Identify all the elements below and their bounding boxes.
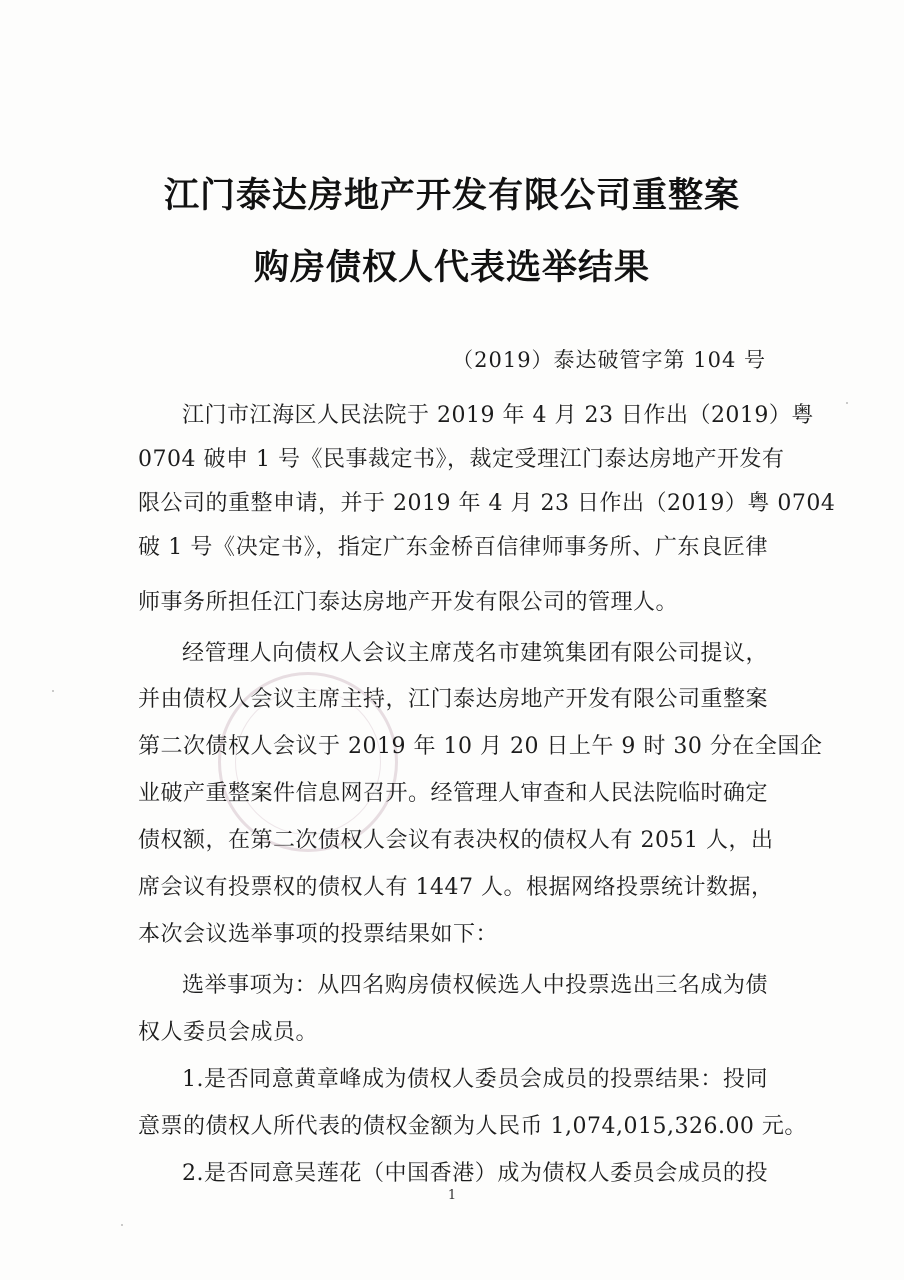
scan-speck <box>846 402 848 404</box>
paragraph-2-line: 席会议有投票权的债权人有 1447 人。根据网络投票统计数据， <box>138 875 774 900</box>
paragraph-4-line: 意票的债权人所代表的债权金额为人民币 1,074,015,326.00 元。 <box>138 1114 807 1139</box>
paragraph-1-line: 师事务所担任江门泰达房地产开发有限公司的管理人。 <box>138 590 679 615</box>
paragraph-1-line: 破 1 号《决定书》，指定广东金桥百信律师事务所、广东良匠律 <box>138 535 768 560</box>
page-number: 1 <box>447 1188 457 1203</box>
document-number: （2019）泰达破管字第 104 号 <box>452 348 766 372</box>
scan-speck <box>52 690 54 692</box>
paragraph-2-line: 业破产重整案件信息网召开。经管理人审查和人民法院临时确定 <box>138 781 769 806</box>
paragraph-2-line: 经管理人向债权人会议主席茂名市建筑集团有限公司提议， <box>182 641 768 666</box>
paragraph-3-line: 选举事项为：从四名购房债权候选人中投票选出三名成为债 <box>182 973 768 998</box>
document-title-line-2: 购房债权人代表选举结果 <box>253 248 650 288</box>
paragraph-1-line: 限公司的重整申请，并于 2019 年 4 月 23 日作出（2019）粤 0704 <box>138 491 836 516</box>
paragraph-5-line: 2.是否同意吴莲花（中国香港）成为债权人委员会成员的投 <box>182 1161 768 1186</box>
scan-speck <box>121 1224 123 1226</box>
paragraph-2-line: 并由债权人会议主席主持，江门泰达房地产开发有限公司重整案 <box>138 687 769 712</box>
paragraph-4-line: 1.是否同意黄章峰成为债权人委员会成员的投票结果：投同 <box>182 1067 768 1092</box>
paragraph-3-line: 权人委员会成员。 <box>138 1020 319 1045</box>
paragraph-2-line: 本次会议选举事项的投票结果如下： <box>138 922 499 947</box>
paragraph-1-line: 0704 破申 1 号《民事裁定书》，裁定受理江门泰达房地产开发有 <box>138 447 785 472</box>
paragraph-2-line: 债权额，在第二次债权人会议有表决权的债权人有 2051 人，出 <box>138 828 774 853</box>
document-title-line-1: 江门泰达房地产开发有限公司重整案 <box>163 176 740 216</box>
paragraph-2-line: 第二次债权人会议于 2019 年 10 月 20 日上午 9 时 30 分在全国企 <box>138 734 823 759</box>
paragraph-1-line: 江门市江海区人民法院于 2019 年 4 月 23 日作出（2019）粤 <box>182 403 814 428</box>
